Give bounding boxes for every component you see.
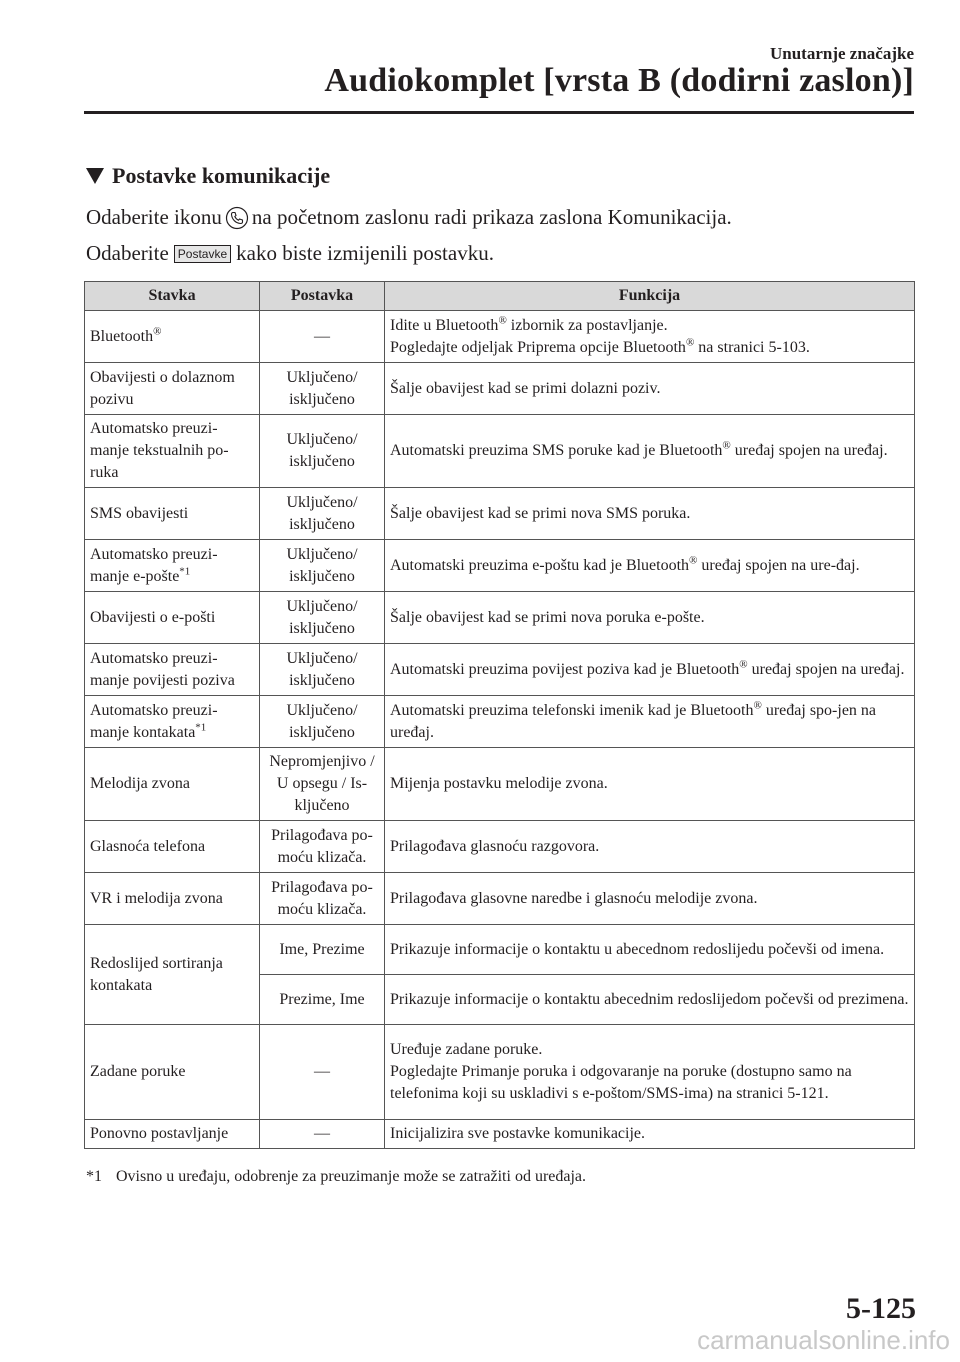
- setting-cell: Prilagođava po-moću klizača.: [260, 821, 385, 873]
- table-row: [85, 696, 915, 748]
- function-cell: Mijenja postavku melodije zvona.: [385, 748, 915, 821]
- function-cell: Šalje obavijest kad se primi nova poruka e-pošte.: [385, 592, 915, 644]
- intro-text: na početnom zaslonu radi prikaza zaslona Komunikacija.: [251, 205, 732, 229]
- item-cell: Obavijesti o e-pošti: [85, 592, 260, 644]
- footnote: [86, 1168, 586, 1186]
- function-cell: Automatski preuzima povijest poziva kad je Bluetooth® uređaj spojen na uređaj.: [385, 644, 915, 696]
- section-heading: [86, 163, 330, 189]
- chapter-label: Unutarnje značajke: [769, 44, 914, 63]
- item-cell: Automatsko preuzi-manje tekstualnih po-ruka: [85, 415, 260, 488]
- watermark: carmanualsonline.info: [697, 1325, 950, 1355]
- item-cell: Automatsko preuzi-manje povijesti poziva: [85, 644, 260, 696]
- table-row: [85, 1120, 915, 1149]
- header-item: Stavka: [85, 282, 260, 311]
- phone-icon: [225, 206, 249, 230]
- item-cell: Glasnoća telefona: [85, 821, 260, 873]
- setting-cell: —: [260, 1120, 385, 1149]
- triangle-bullet-icon: [86, 168, 104, 184]
- page-number: 5-125: [846, 1292, 916, 1325]
- setting-cell: Prezime, Ime: [260, 975, 385, 1025]
- table-row: [85, 488, 915, 540]
- function-cell: Prikazuje informacije o kontaktu u abecednom redoslijedu počevši od imena.: [385, 925, 915, 975]
- item-cell: Redoslijed sortiranja kontakata: [85, 925, 260, 1025]
- page-title: Audiokomplet [vrsta B (dodirni zaslon)]: [324, 62, 914, 99]
- item-cell: Zadane poruke: [85, 1025, 260, 1120]
- item-cell: Automatsko preuzi-manje kontakata$^{*1}$: [85, 696, 260, 748]
- table-row: [85, 363, 915, 415]
- item-cell: Melodija zvona: [85, 748, 260, 821]
- function-cell: Automatski preuzima telefonski imenik kad je Bluetooth® uređaj spo-jen na uređaj.: [385, 696, 915, 748]
- setting-cell: Nepromjenjivo / U opsegu / Is-ključeno: [260, 748, 385, 821]
- setting-cell: Uključeno/ isključeno: [260, 415, 385, 488]
- table-row: [85, 311, 915, 363]
- intro-text: Odaberite: [86, 241, 169, 265]
- item-cell: VR i melodija zvona: [85, 873, 260, 925]
- item-cell: Bluetooth®: [85, 311, 260, 363]
- setting-cell: Uključeno/ isključeno: [260, 363, 385, 415]
- table-row: [85, 925, 915, 975]
- table-row: [85, 644, 915, 696]
- item-cell: SMS obavijesti: [85, 488, 260, 540]
- table-row: [85, 1025, 915, 1120]
- settings-button-label: Postavke: [174, 245, 231, 263]
- item-cell: Obavijesti o dolaznom pozivu: [85, 363, 260, 415]
- section-title: Postavke komunikacije: [112, 163, 331, 188]
- function-cell: Šalje obavijest kad se primi dolazni poziv.: [385, 363, 915, 415]
- function-cell: Šalje obavijest kad se primi nova SMS poruka.: [385, 488, 915, 540]
- settings-table: [84, 281, 915, 1149]
- table-row: [85, 821, 915, 873]
- setting-cell: Uključeno/ isključeno: [260, 644, 385, 696]
- footnote-text: Ovisno u uređaju, odobrenje za preuzimanje može se zatražiti od uređaja.: [116, 1168, 587, 1185]
- table-header-row: [85, 282, 915, 311]
- table-row: [85, 592, 915, 644]
- intro-line-1: [86, 205, 732, 230]
- function-cell: Uređuje zadane poruke. Pogledajte Primanje poruka i odgovaranje na poruke (dostupno samo na telefonima koji su uskladivi s e-poštom/SMS-ima) na stranici 5-121.: [385, 1025, 915, 1120]
- setting-cell: Uključeno/ isključeno: [260, 696, 385, 748]
- header-divider: [84, 111, 914, 114]
- function-cell: Automatski preuzima e-poštu kad je Bluetooth® uređaj spojen na ure-đaj.: [385, 540, 915, 592]
- table-row: [85, 415, 915, 488]
- header-function: Funkcija: [385, 282, 915, 311]
- item-cell: Ponovno postavljanje: [85, 1120, 260, 1149]
- setting-cell: —: [260, 1025, 385, 1120]
- footnote-mark: *1: [86, 1168, 102, 1185]
- setting-cell: Prilagođava po-moću klizača.: [260, 873, 385, 925]
- setting-cell: Uključeno/ isključeno: [260, 488, 385, 540]
- function-cell: Inicijalizira sve postavke komunikacije.: [385, 1120, 915, 1149]
- function-cell: Idite u Bluetooth® izbornik za postavljanje. Pogledajte odjeljak Priprema opcije Bluetooth® na stranici 5-103.: [385, 311, 915, 363]
- function-cell: Prilagođava glasovne naredbe i glasnoću melodije zvona.: [385, 873, 915, 925]
- setting-cell: Uključeno/ isključeno: [260, 592, 385, 644]
- table-row: [85, 873, 915, 925]
- function-cell: Automatski preuzima SMS poruke kad je Bluetooth® uređaj spojen na uređaj.: [385, 415, 915, 488]
- table-row: [85, 748, 915, 821]
- intro-text: kako biste izmijenili postavku.: [236, 241, 494, 265]
- setting-cell: —: [260, 311, 385, 363]
- intro-line-2: [86, 241, 494, 266]
- function-cell: Prilagođava glasnoću razgovora.: [385, 821, 915, 873]
- setting-cell: Ime, Prezime: [260, 925, 385, 975]
- item-cell: Automatsko preuzi-manje e-pošte$^{*1}$: [85, 540, 260, 592]
- table-row: [85, 540, 915, 592]
- header-setting: Postavka: [260, 282, 385, 311]
- intro-text: Odaberite ikonu: [86, 205, 222, 229]
- function-cell: Prikazuje informacije o kontaktu abecednim redoslijedom počevši od prezimena.: [385, 975, 915, 1025]
- setting-cell: Uključeno/ isključeno: [260, 540, 385, 592]
